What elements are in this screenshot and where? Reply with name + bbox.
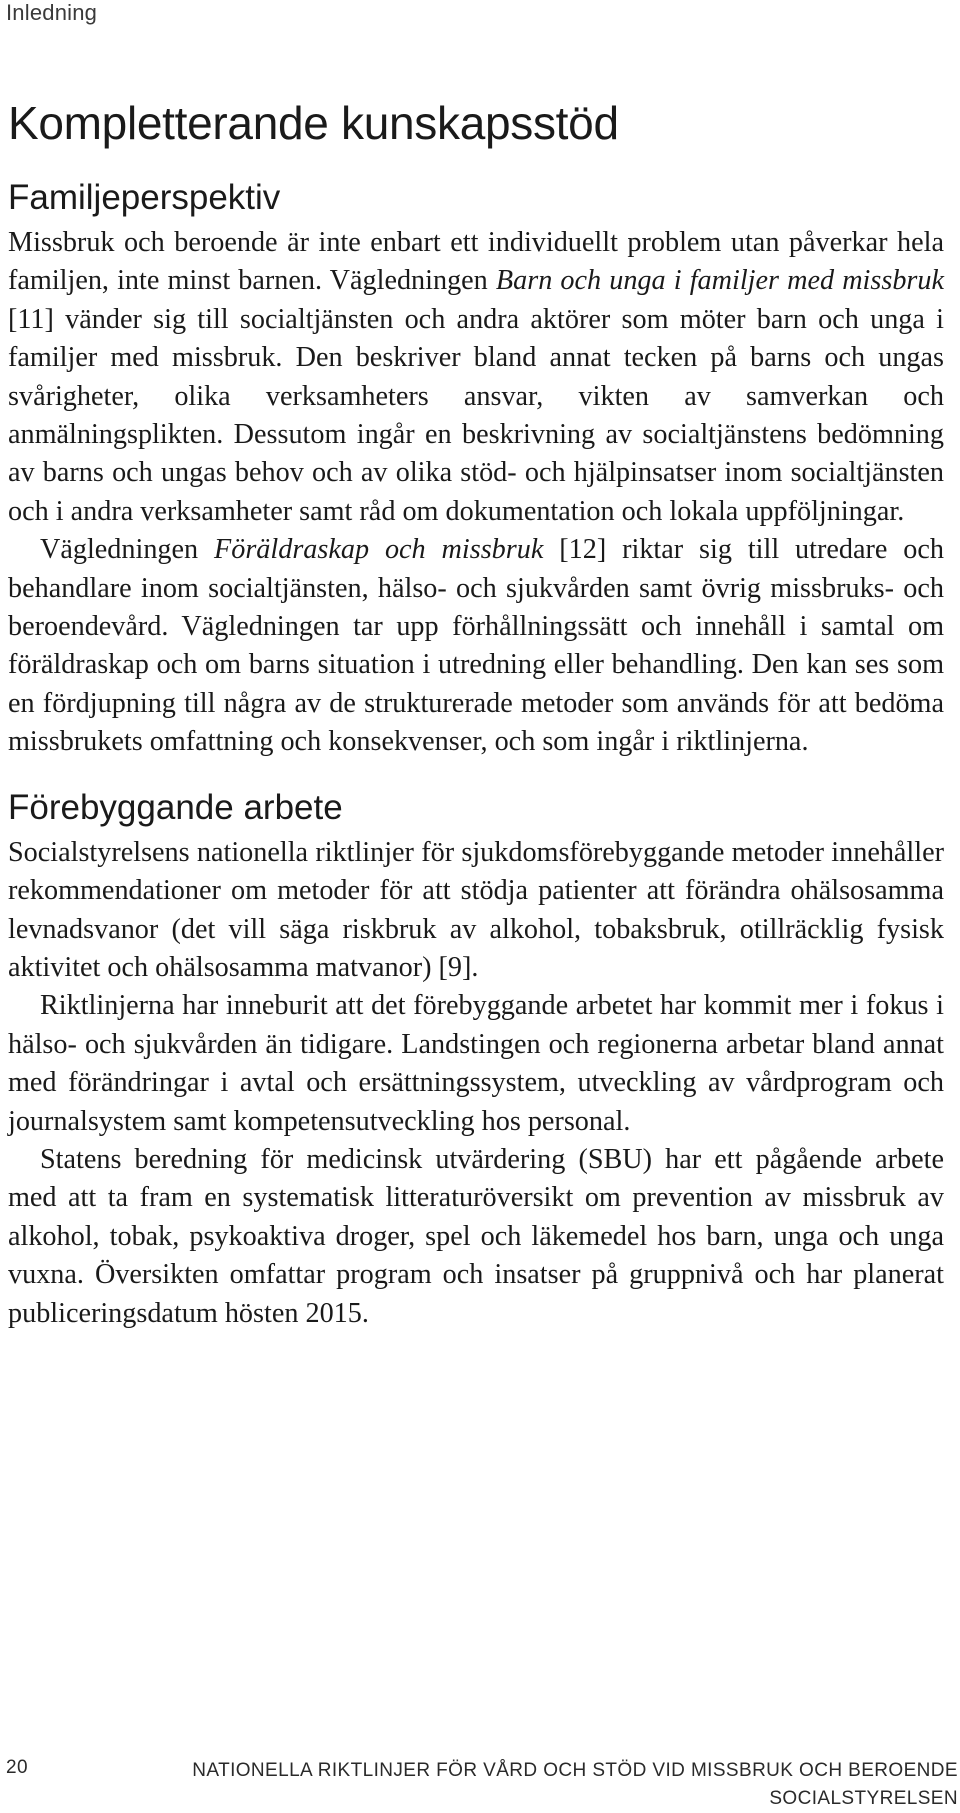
- paragraph: Riktlinjerna har inneburit att det förebyggande arbetet har kommit mer i fokus i hälso- och sjukvården än tidigare. Landstingen och regionerna arbetar bland annat med förändringar i avtal och ersättningssystem, utveckling av vårdprogram och journalsystem samt kompetensutveckling hos personal.: [8, 990, 944, 1137]
- publication-title: NATIONELLA RIKTLINJER FÖR VÅRD OCH STÖD VID MISSBRUK OCH BEROENDE: [192, 1760, 958, 1781]
- guide-title: Föräldraskap och missbruk: [214, 534, 544, 566]
- paragraph-text: Vägledningen: [40, 534, 215, 566]
- section-heading-forebyggande-arbete: Förebyggande arbete: [8, 787, 343, 827]
- section-heading-familjeperspektiv: Familjeperspektiv: [8, 178, 281, 217]
- paragraph-text: Missbruk och beroende är inte enbart ett individuellt problem utan påverkar hela familjen, inte minst barnen. Vägledningen: [8, 227, 944, 297]
- page-content: [8, 96, 944, 1333]
- publisher: SOCIALSTYRELSEN: [769, 1788, 958, 1809]
- page-title: Kompletterande kunskapsstöd: [8, 97, 619, 149]
- paragraph: [8, 531, 944, 761]
- paragraph: [8, 224, 944, 531]
- paragraph: Statens beredning för medicinsk utvärdering (SBU) har ett pågående arbete med att ta fram en systematisk litteraturöversikt om prevention av missbruk av alkohol, tobak, psykoaktiva droger, spel och läkemedel hos barn, unga och unga vuxna. Översikten omfattar program och insatser på gruppnivå och har planerat publiceringsdatum hösten 2015.: [8, 1143, 944, 1329]
- footer-publication: [192, 1757, 958, 1813]
- running-head: Inledning: [6, 0, 98, 25]
- paragraph: Socialstyrelsens nationella riktlinjer för sjukdomsförebyggande metoder innehåller rekommendationer om metoder för att stödja patienter att förändra ohälsosamma levnadsvanor (det vill säga riskbruk av alkohol, tobaksbruk, otillräcklig fysisk aktivitet och ohälsosamma matvanor) [9].: [8, 836, 944, 983]
- page-number: 20: [6, 1757, 28, 1778]
- paragraph-text: [12] riktar sig till utredare och behandlare inom socialtjänsten, hälso- och sjukvården samt övrig missbruks- och beroendevård. Vägledningen tar upp förhållningssätt och innehåll i samtal om föräldraskap och om barns situation i utredning eller behandling. Den kan ses som en fördjupning till några av de strukturerade metoder som används för att bedöma missbrukets omfattning och konsekvenser, och som ingår i riktlinjerna.: [8, 534, 944, 758]
- paragraph-text: [11] vänder sig till socialtjänsten och andra aktörer som möter barn och unga i familjer med missbruk. Den beskriver bland annat tecken på barns och ungas svårigheter, olika verksamheters ansvar, vikten av samverkan och anmälningsplikten. Dessutom ingår en beskrivning av socialtjänstens bedömning av barns och ungas behov och av olika stöd- och hjälpinsatser inom socialtjänsten och i andra verksamheter samt råd om dokumentation och lokala uppföljningar.: [8, 303, 944, 527]
- guide-title: Barn och unga i familjer med missbruk: [495, 265, 944, 297]
